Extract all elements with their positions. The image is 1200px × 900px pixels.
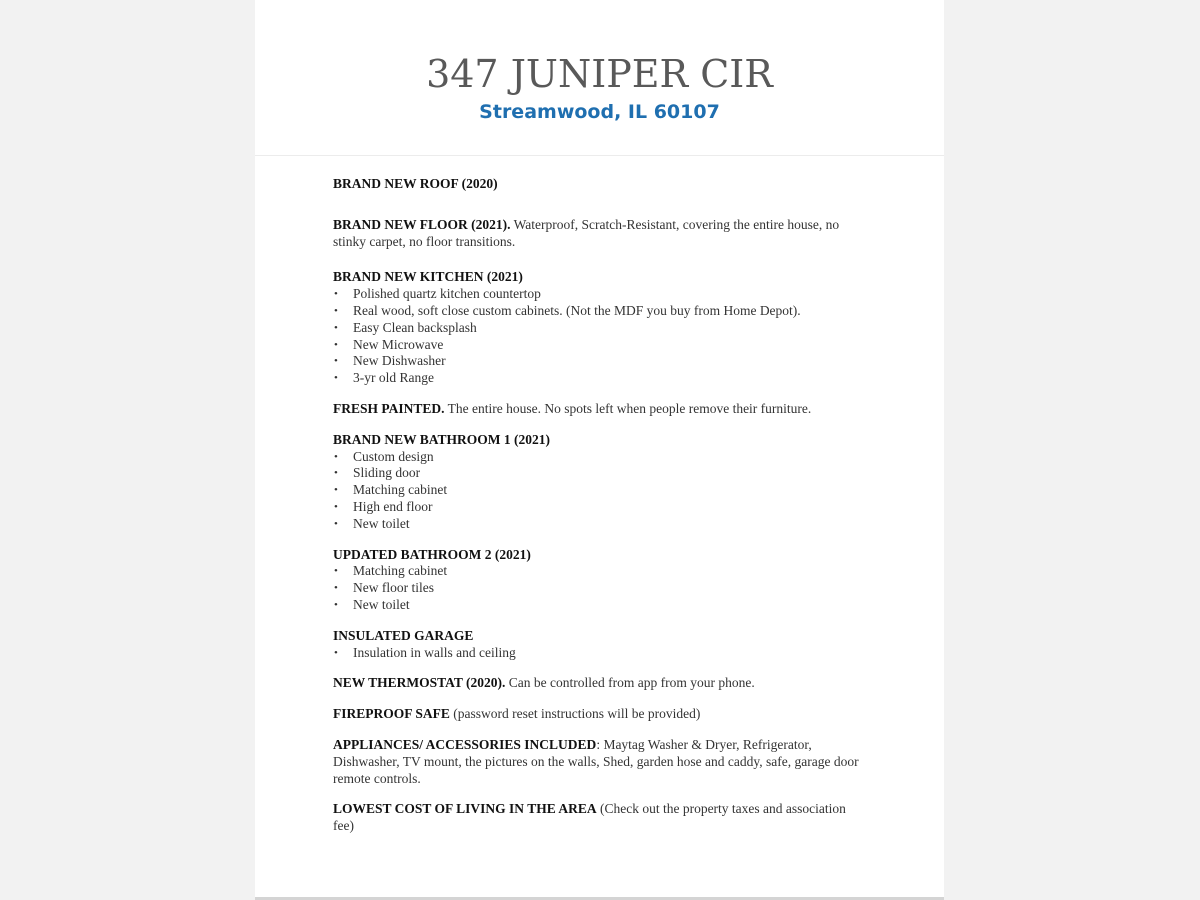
list-item [333, 320, 863, 337]
bullet-icon: • [334, 355, 338, 368]
bullet-icon: • [334, 517, 338, 530]
bullet-icon: • [334, 500, 338, 513]
section-bathroom-1 [333, 432, 863, 533]
list-item [333, 286, 863, 303]
section-floor [333, 217, 863, 251]
section-heading: BRAND NEW KITCHEN (2021) [333, 269, 523, 285]
list-item-text: New floor tiles [353, 580, 434, 596]
section-heading: NEW THERMOSTAT (2020). [333, 675, 506, 691]
list-item-text: 3-yr old Range [353, 370, 434, 386]
section-heading: INSULATED GARAGE [333, 627, 474, 643]
section-cost-of-living [333, 801, 863, 835]
list-item-text: New Microwave [353, 336, 444, 352]
bullet-icon: • [334, 372, 338, 385]
section-text: The entire house. No spots left when people remove their furniture. [444, 400, 812, 416]
bullet-icon: • [334, 321, 338, 334]
section-text: Can be controlled from app from your phone. [505, 675, 755, 691]
section-appliances [333, 737, 863, 787]
section-text: Waterproof, Scratch-Resistant, covering the entire house, no stinky carpet, no floor transitions. [333, 216, 840, 249]
list-item [333, 516, 863, 533]
section-bathroom-2 [333, 547, 863, 614]
garage-list [333, 645, 863, 662]
bullet-icon: • [334, 582, 338, 595]
list-item-text: Polished quartz kitchen countertop [353, 286, 541, 302]
list-item-text: Insulation in walls and ceiling [353, 644, 516, 660]
list-item [333, 337, 863, 354]
bullet-icon: • [334, 450, 338, 463]
bullet-icon: • [334, 598, 338, 611]
bathroom-2-list [333, 563, 863, 613]
list-item-text: Real wood, soft close custom cabinets. (Not the MDF you buy from Home Depot). [353, 302, 801, 318]
section-text: (password reset instructions will be provided) [449, 706, 701, 722]
list-item [333, 370, 863, 387]
list-item-text: Custom design [353, 448, 434, 464]
bullet-icon: • [334, 484, 338, 497]
section-heading: BRAND NEW BATHROOM 1 (2021) [333, 431, 551, 447]
document-header [255, 0, 944, 156]
list-item [333, 645, 863, 662]
bullet-icon: • [334, 288, 338, 301]
document-body [333, 176, 863, 849]
section-heading: LOWEST COST OF LIVING IN THE AREA [333, 801, 597, 817]
section-text: : Maytag Washer & Dryer, Refrigerator, Dishwasher, TV mount, the pictures on the walls, Shed, garden hose and caddy, safe, garage door remote controls. [333, 736, 859, 786]
section-paint [333, 401, 863, 418]
list-item [333, 353, 863, 370]
bullet-icon: • [334, 467, 338, 480]
kitchen-list [333, 286, 863, 387]
property-city-subtitle: Streamwood, IL 60107 [479, 101, 720, 123]
section-garage [333, 628, 863, 662]
list-item-text: New toilet [353, 515, 410, 531]
section-kitchen [333, 269, 863, 387]
list-item [333, 449, 863, 466]
list-item-text: New Dishwasher [353, 353, 446, 369]
list-item-text: Easy Clean backsplash [353, 319, 477, 335]
section-heading: FRESH PAINTED. [333, 400, 445, 416]
list-item-text: New toilet [353, 596, 410, 612]
list-item-text: High end floor [353, 498, 433, 514]
section-heading: UPDATED BATHROOM 2 (2021) [333, 546, 531, 562]
list-item [333, 482, 863, 499]
section-heading: APPLIANCES/ ACCESSORIES INCLUDED [333, 736, 597, 752]
bathroom-1-list [333, 449, 863, 533]
property-address-title: 347 JUNIPER CIR [426, 52, 773, 96]
list-item-text: Matching cabinet [353, 482, 448, 498]
section-text: (Check out the property taxes and association fee) [333, 801, 846, 834]
section-roof [333, 176, 863, 193]
list-item [333, 499, 863, 516]
section-heading: BRAND NEW FLOOR (2021). [333, 216, 511, 232]
list-item [333, 563, 863, 580]
list-item-text: Matching cabinet [353, 563, 448, 579]
bullet-icon: • [334, 646, 338, 659]
section-thermostat [333, 675, 863, 692]
section-heading: FIREPROOF SAFE [333, 706, 450, 722]
section-safe [333, 706, 863, 723]
list-item [333, 597, 863, 614]
document-page [255, 0, 944, 900]
list-item-text: Sliding door [353, 465, 421, 481]
list-item [333, 580, 863, 597]
section-heading: BRAND NEW ROOF (2020) [333, 176, 498, 191]
bullet-icon: • [334, 304, 338, 317]
bullet-icon: • [334, 565, 338, 578]
bullet-icon: • [334, 338, 338, 351]
list-item [333, 303, 863, 320]
list-item [333, 465, 863, 482]
